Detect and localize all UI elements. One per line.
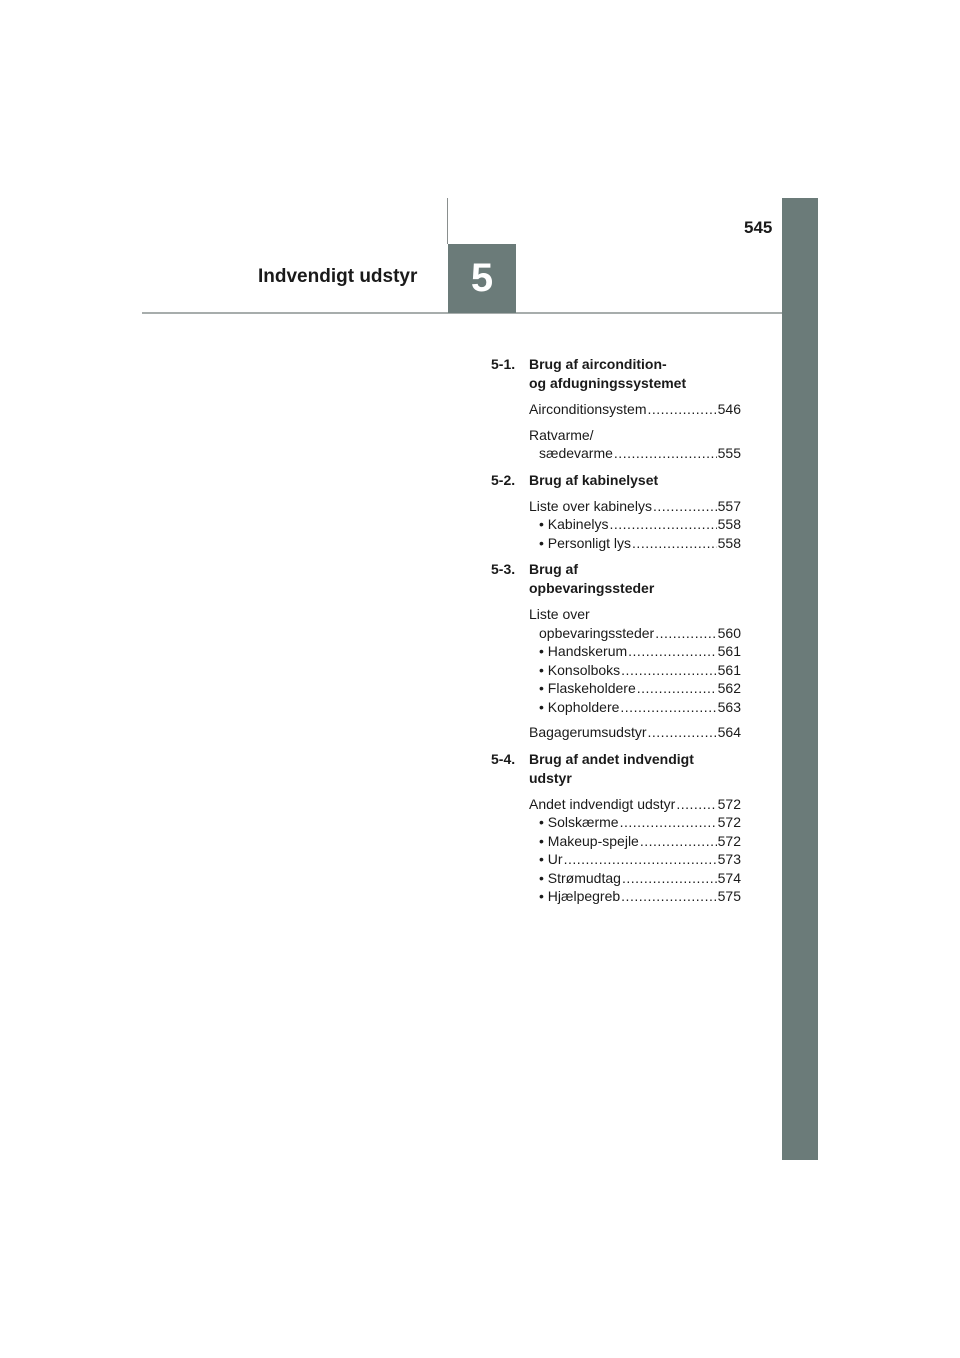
toc-entry-label: • Konsolboks xyxy=(539,661,621,678)
toc-page-number: 546 xyxy=(717,401,741,417)
toc-leader-dots xyxy=(676,795,716,814)
toc-leader-dots xyxy=(610,515,717,534)
toc-subentry-link[interactable] xyxy=(529,642,741,661)
toc-leader-dots xyxy=(648,400,717,419)
toc-entry-link[interactable] xyxy=(529,400,741,419)
toc-entry-label: Bagagerumsudstyr xyxy=(529,724,647,740)
toc-section xyxy=(491,355,741,463)
toc-entry-label: opbevaringssteder xyxy=(539,624,655,641)
table-of-contents xyxy=(491,355,741,914)
toc-entry-label: • Ur xyxy=(539,851,563,867)
toc-page-number: 563 xyxy=(717,698,741,715)
toc-section-heading xyxy=(491,471,741,490)
toc-section xyxy=(491,750,741,906)
toc-section xyxy=(491,560,741,742)
toc-page-number: 574 xyxy=(717,869,741,886)
toc-section-number: 5-1. xyxy=(491,356,516,372)
toc-leader-dots xyxy=(648,723,717,742)
toc-section-title: udstyr xyxy=(529,769,572,786)
toc-page-number: 558 xyxy=(717,516,741,532)
toc-entry-link[interactable] xyxy=(529,624,741,643)
toc-leader-dots xyxy=(620,813,717,832)
toc-page-number: 572 xyxy=(717,795,741,812)
toc-leader-dots xyxy=(640,832,717,851)
toc-entry-label: • Makeup-spejle xyxy=(539,832,639,849)
toc-leader-dots xyxy=(564,850,717,869)
toc-entry-label: • Kopholdere xyxy=(539,698,620,715)
toc-section-number: 5-3. xyxy=(491,561,516,577)
toc-page-number: 555 xyxy=(717,445,741,461)
toc-page-number: 573 xyxy=(717,851,741,867)
toc-entry xyxy=(529,605,741,716)
toc-page-number: 564 xyxy=(717,724,741,740)
toc-subentry-link[interactable] xyxy=(529,679,741,698)
toc-subentry-link[interactable] xyxy=(529,661,741,680)
toc-subentry-link[interactable] xyxy=(529,534,741,553)
toc-entry-list xyxy=(529,605,741,742)
toc-section-number: 5-2. xyxy=(491,471,516,488)
toc-entry-link[interactable] xyxy=(529,497,741,516)
toc-entry-label: • Solskærme xyxy=(539,814,619,830)
toc-entry-label: Liste over xyxy=(529,606,590,622)
toc-subentry-link[interactable] xyxy=(529,887,741,906)
toc-entry xyxy=(529,426,741,463)
toc-entry-label: • Strømudtag xyxy=(539,869,621,886)
chapter-number-box: 5 xyxy=(448,244,516,313)
toc-section-heading xyxy=(491,560,741,598)
toc-section-title: Brug af aircondition- xyxy=(529,356,667,372)
toc-section-number: 5-4. xyxy=(491,750,516,767)
toc-section-title: Brug af xyxy=(529,561,578,577)
toc-entry xyxy=(529,723,741,742)
toc-subentry-link[interactable] xyxy=(529,813,741,832)
toc-section-title: og afdugningssystemet xyxy=(529,375,687,391)
toc-entry-label: sædevarme xyxy=(539,445,613,461)
toc-leader-dots xyxy=(632,534,717,553)
toc-leader-dots xyxy=(622,869,717,888)
toc-subentry-link[interactable] xyxy=(529,832,741,851)
toc-entry-label: Airconditionsystem xyxy=(529,401,647,417)
toc-leader-dots xyxy=(628,642,716,661)
toc-entry-label: • Kabinelys xyxy=(539,516,609,532)
toc-section-heading xyxy=(491,750,741,788)
toc-subentry-link[interactable] xyxy=(529,698,741,717)
toc-entry-label: • Hjælpegreb xyxy=(539,888,621,904)
toc-page-number: 561 xyxy=(717,661,741,678)
chapter-side-tab xyxy=(782,198,818,1160)
toc-entry xyxy=(529,400,741,419)
toc-leader-dots xyxy=(637,679,717,698)
toc-leader-dots xyxy=(614,444,717,463)
toc-entry-link[interactable] xyxy=(529,723,741,742)
toc-entry-list xyxy=(529,497,741,553)
toc-subentry-link[interactable] xyxy=(529,515,741,534)
toc-page-number: 572 xyxy=(717,832,741,849)
toc-leader-dots xyxy=(621,887,716,906)
chapter-title: Indvendigt udstyr xyxy=(258,266,418,287)
toc-subentry-link[interactable] xyxy=(529,869,741,888)
toc-page-number: 561 xyxy=(717,643,741,659)
toc-leader-dots xyxy=(621,661,716,680)
toc-entry xyxy=(529,795,741,906)
toc-page-number: 557 xyxy=(717,497,741,514)
toc-leader-dots xyxy=(620,698,716,717)
toc-leader-dots xyxy=(653,497,717,516)
toc-entry-label: • Handskerum xyxy=(539,643,628,659)
toc-section-title: Brug af kabinelyset xyxy=(529,471,659,488)
toc-entry-label: Liste over kabinelys xyxy=(529,497,652,514)
page-number: 545 xyxy=(744,218,773,237)
toc-section xyxy=(491,471,741,553)
toc-entry-label: • Flaskeholdere xyxy=(539,680,636,696)
toc-entry-label: • Personligt lys xyxy=(539,534,632,551)
toc-entry-list xyxy=(529,400,741,463)
toc-page-number: 562 xyxy=(717,680,741,696)
toc-entry xyxy=(529,497,741,553)
toc-subentry-link[interactable] xyxy=(529,850,741,869)
toc-page-number: 558 xyxy=(717,534,741,551)
toc-page-number: 575 xyxy=(717,888,741,904)
toc-entry-label: Andet indvendigt udstyr xyxy=(529,795,676,812)
toc-page-number: 572 xyxy=(717,814,741,830)
toc-entry-link[interactable] xyxy=(529,444,741,463)
toc-entry-link[interactable] xyxy=(529,795,741,814)
header-divider-vertical xyxy=(447,198,448,244)
toc-entry-list xyxy=(529,795,741,906)
toc-section-title: Brug af andet indvendigt xyxy=(529,750,694,767)
toc-section-title: opbevaringssteder xyxy=(529,580,655,596)
toc-leader-dots xyxy=(655,624,716,643)
toc-entry-label: Ratvarme/ xyxy=(529,426,594,443)
toc-page-number: 560 xyxy=(717,624,741,641)
toc-section-heading xyxy=(491,355,741,393)
